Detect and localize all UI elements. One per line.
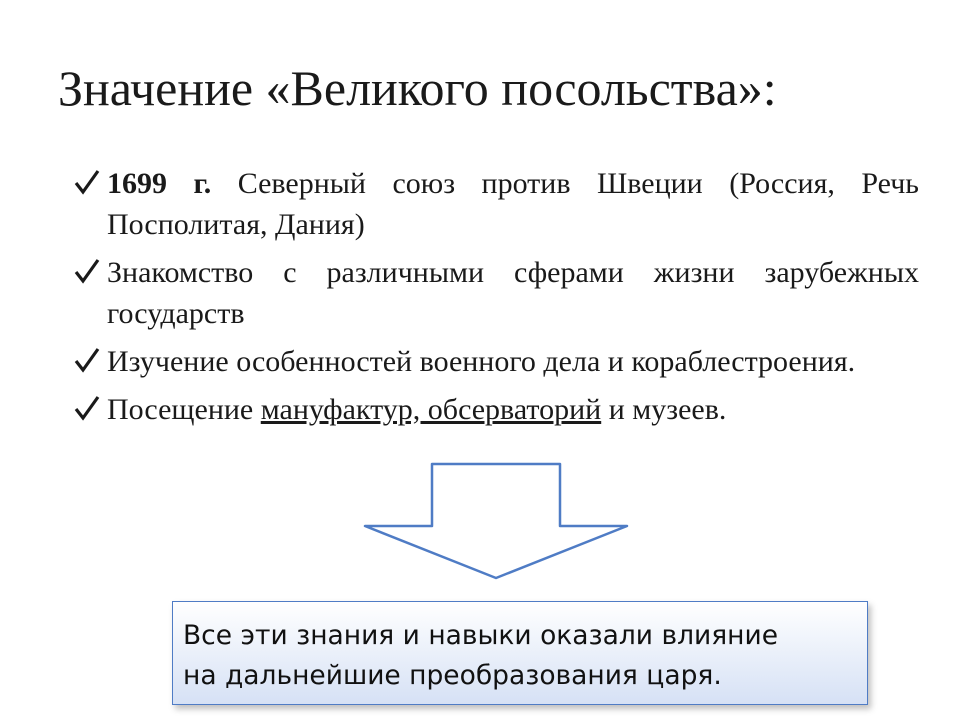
- bullet-text: [107, 389, 919, 430]
- bullet-link-text: мануфактур, обсерваторий: [260, 393, 602, 426]
- checkmark-icon: [74, 346, 100, 374]
- bullet-list: [74, 163, 919, 437]
- bullet-body: Северный союз против Швеции (Россия, Речь Посполитая, Дания): [107, 167, 919, 241]
- bullet-item: [74, 389, 919, 430]
- bullet-text-end: и музеев.: [601, 393, 727, 426]
- callout-line-1: Все эти знания и навыки оказали влияние: [183, 620, 779, 651]
- bullet-text: Изучение особенностей военного дела и кораблестроения.: [107, 345, 856, 378]
- checkmark-icon: [74, 394, 100, 422]
- bullet-text: Знакомство с различными сферами жизни зарубежных государств: [107, 256, 919, 330]
- checkmark-icon: [74, 257, 100, 285]
- callout-line-2: на дальнейшие преобразования царя.: [183, 660, 722, 691]
- bullet-item: [74, 252, 919, 334]
- bullet-text-start: Посещение: [107, 393, 261, 426]
- bullet-text: [107, 163, 919, 245]
- slide-title: Значение «Великого посольства»:: [58, 60, 777, 116]
- bullet-item: [74, 341, 919, 382]
- bullet-year: 1699 г.: [107, 167, 212, 200]
- checkmark-icon: [74, 168, 100, 196]
- callout-box: [172, 601, 868, 705]
- bullet-item: [74, 163, 919, 245]
